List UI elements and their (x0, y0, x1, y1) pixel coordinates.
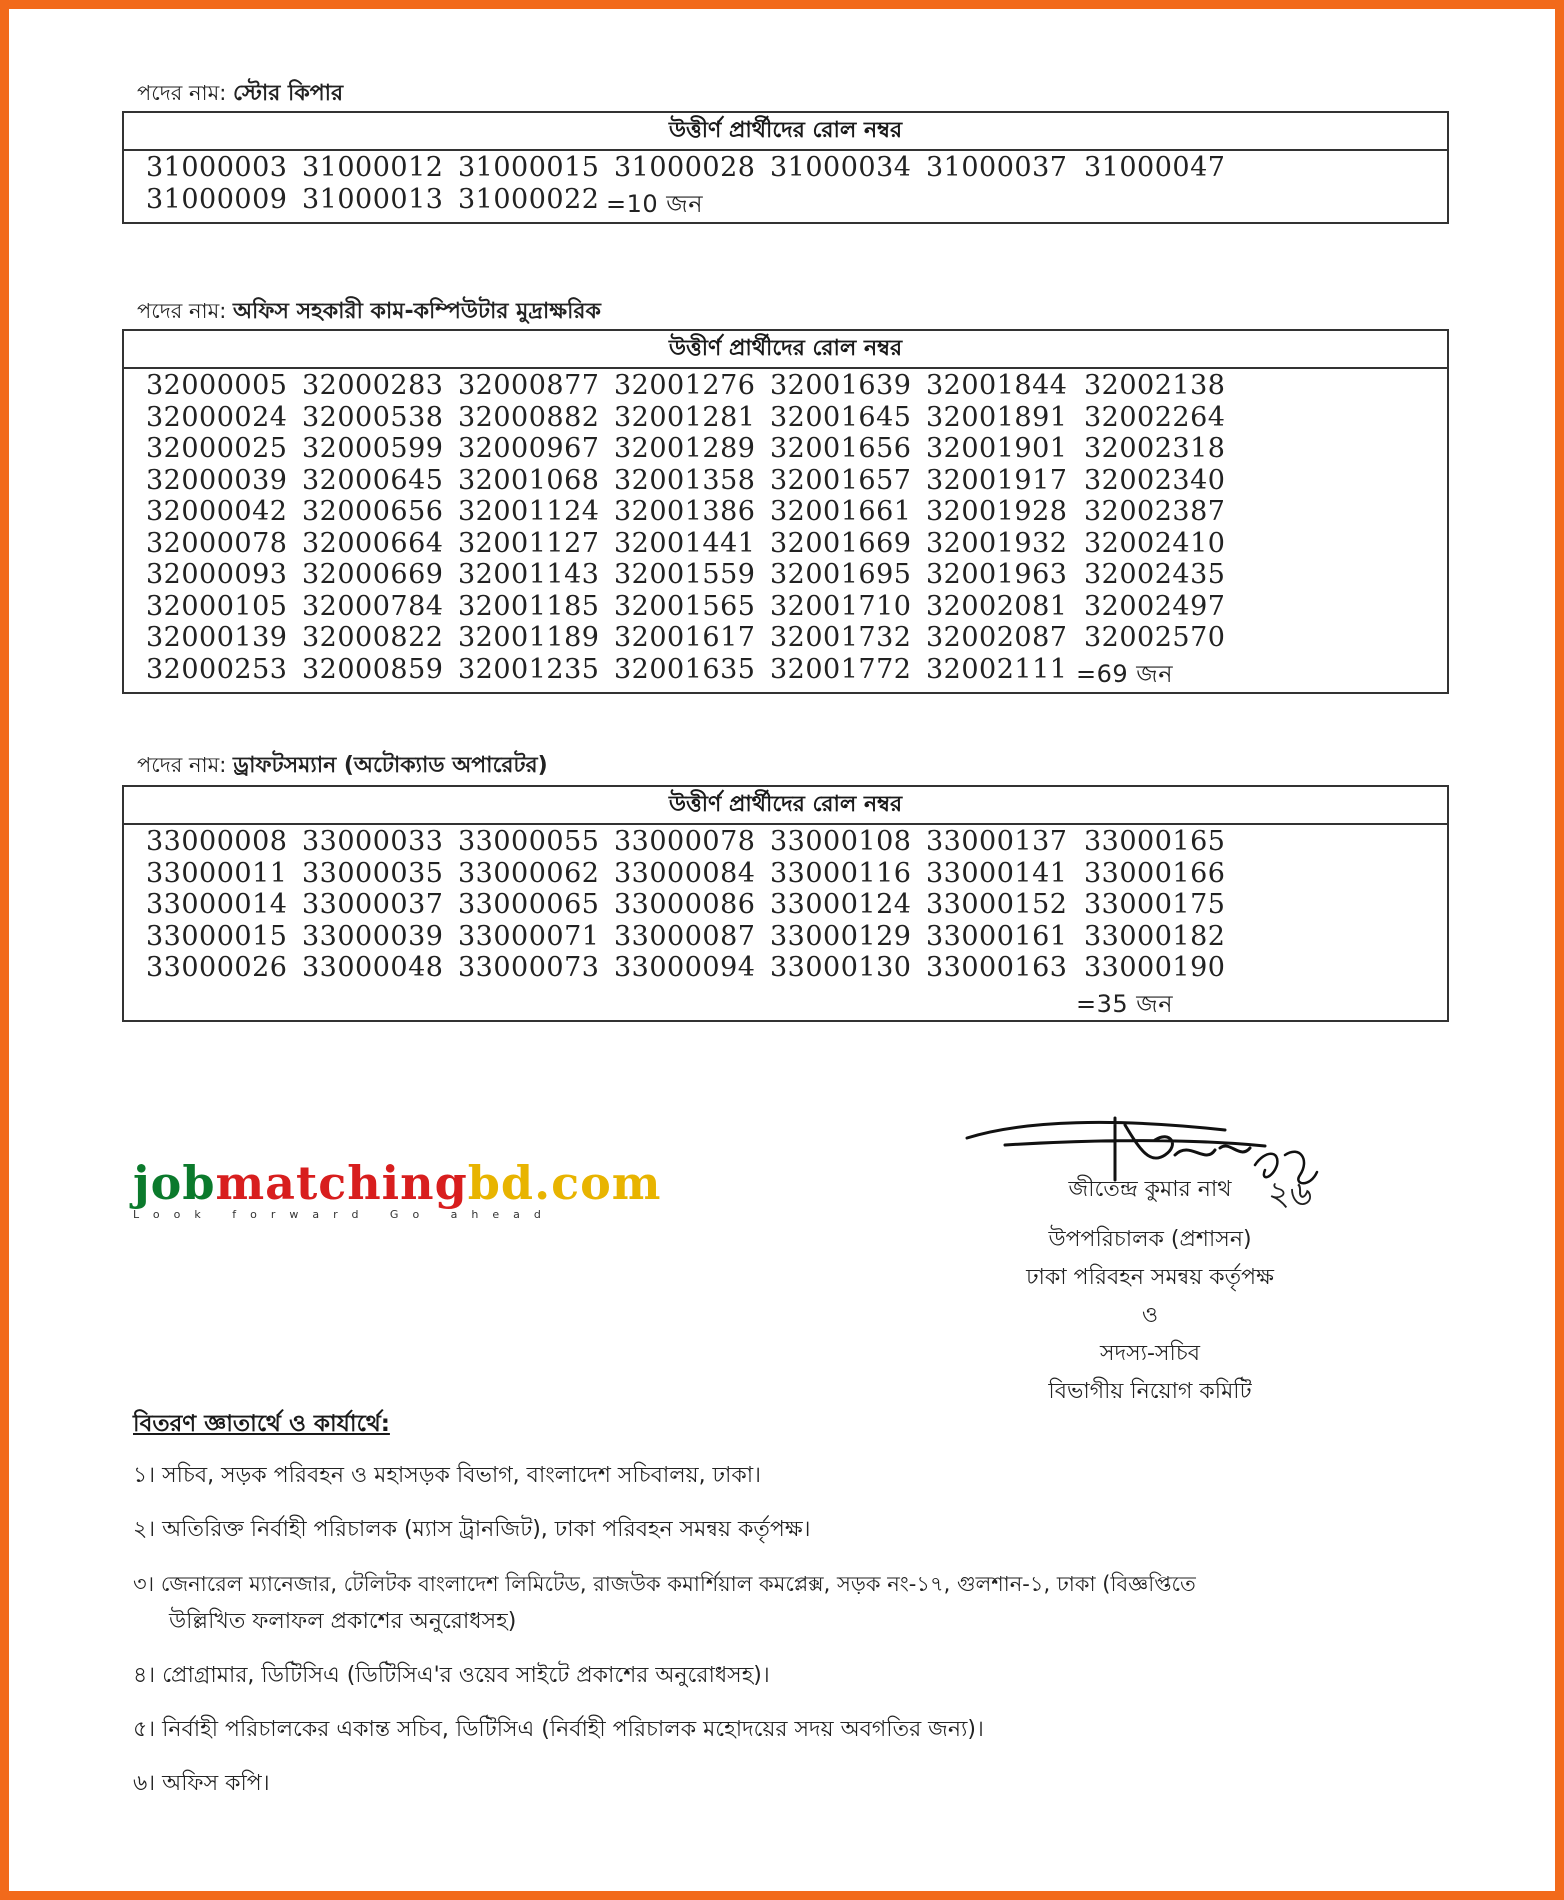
roll-number: 33000165 (1084, 826, 1226, 857)
roll-number: 31000022 (458, 183, 600, 215)
roll-grid (124, 151, 1447, 226)
roll-number: 33000116 (770, 857, 912, 889)
roll-number: 32001143 (458, 559, 600, 590)
roll-table-store-keeper (122, 111, 1449, 224)
roll-number: 32002111 (926, 653, 1068, 685)
roll-number: 31000003 (146, 152, 288, 183)
roll-number: 32002138 (1084, 370, 1226, 401)
distribution-item: ৬। অফিস কপি। (133, 1771, 270, 1796)
roll-number: 33000065 (458, 889, 600, 920)
roll-number: 33000129 (770, 920, 912, 952)
roll-number: 33000073 (458, 952, 600, 983)
roll-number: 33000014 (146, 889, 288, 920)
distribution-item: ৩। জেনারেল ম্যানেজার, টেলিটক বাংলাদেশ লিমিটেড, রাজউক কমার্শিয়াল কমপ্লেক্স, সড়ক নং-১৭, গুলশান-১, ঢাকা (বিজ্ঞপ্তিতে (133, 1572, 1196, 1596)
roll-number: 32000283 (302, 370, 444, 401)
table-header: উত্তীর্ণ প্রার্থীদের রোল নম্বর (124, 113, 1447, 151)
distribution-item: ৫। নির্বাহী পরিচালকের একান্ত সচিব, ডিটিসিএ (নির্বাহী পরিচালক মহোদয়ের সদয় অবগতির জন্য)। (133, 1717, 984, 1742)
roll-number: 32000105 (146, 590, 288, 622)
roll-number: 33000166 (1084, 857, 1226, 889)
roll-grid (124, 825, 1447, 1024)
jobmatchingbd-logo (133, 1156, 662, 1221)
table-header: উত্তীর্ণ প্রার্থীদের রোল নম্বর (124, 787, 1447, 825)
roll-number: 32001189 (458, 622, 600, 653)
roll-number: 32001656 (770, 433, 912, 464)
roll-number: 33000084 (614, 857, 756, 889)
roll-number: 33000152 (926, 889, 1068, 920)
roll-number: 32001932 (926, 527, 1068, 559)
distribution-item: ৪। প্রোগ্রামার, ডিটিসিএ (ডিটিসিএ'র ওয়েব সাইটে প্রকাশের অনুরোধসহ)। (133, 1663, 770, 1688)
roll-number: 32001281 (614, 401, 756, 433)
roll-number: 31000012 (302, 152, 444, 183)
roll-number: 32000093 (146, 559, 288, 590)
logo-part-domain: bd.com (467, 1156, 662, 1210)
signer-office: ঢাকা পরিবহন সমন্বয় কর্তৃপক্ষ (1026, 1265, 1274, 1290)
roll-number: 32001358 (614, 464, 756, 496)
roll-number: 33000039 (302, 920, 444, 952)
roll-number: 33000190 (1084, 952, 1226, 983)
roll-number: 32001386 (614, 496, 756, 527)
roll-number: 32000645 (302, 464, 444, 496)
roll-number: 33000033 (302, 826, 444, 857)
roll-number: 32000882 (458, 401, 600, 433)
roll-number: 32000042 (146, 496, 288, 527)
roll-number: 32001844 (926, 370, 1068, 401)
roll-number: 32000039 (146, 464, 288, 496)
roll-number: 32001669 (770, 527, 912, 559)
roll-number: 32002410 (1084, 527, 1226, 559)
roll-number: 32001617 (614, 622, 756, 653)
roll-number: 33000062 (458, 857, 600, 889)
roll-number: 32001127 (458, 527, 600, 559)
roll-number: 32002087 (926, 622, 1068, 653)
roll-number: 31000009 (146, 183, 288, 215)
roll-number: 32001635 (614, 653, 756, 685)
roll-number: 32002340 (1084, 464, 1226, 496)
roll-number: 32001772 (770, 653, 912, 685)
roll-number: 33000037 (302, 889, 444, 920)
roll-number: 33000182 (1084, 920, 1226, 952)
roll-number: 32001657 (770, 464, 912, 496)
roll-number: 32001901 (926, 433, 1068, 464)
roll-number: 33000078 (614, 826, 756, 857)
roll-number: 32001565 (614, 590, 756, 622)
roll-number: 33000008 (146, 826, 288, 857)
roll-number: 32001124 (458, 496, 600, 527)
post-name: স্টোর কিপার (233, 81, 344, 106)
roll-number: 32001891 (926, 401, 1068, 433)
roll-number: 32001559 (614, 559, 756, 590)
roll-number: 32001710 (770, 590, 912, 622)
roll-number: 33000163 (926, 952, 1068, 983)
roll-number: 32001068 (458, 464, 600, 496)
roll-number: 33000071 (458, 920, 600, 952)
roll-number: 31000015 (458, 152, 600, 183)
roll-table-office-assistant (122, 329, 1449, 694)
roll-number: 32001441 (614, 527, 756, 559)
roll-number: 32002387 (1084, 496, 1226, 527)
roll-number: 31000047 (1084, 152, 1226, 183)
roll-number: 32000822 (302, 622, 444, 653)
roll-number: 33000086 (614, 889, 756, 920)
distribution-title: বিতরণ জ্ঞাতার্থে ও কার্যার্থে: (133, 1411, 390, 1437)
logo-tagline: Look forward Go ahead (133, 1208, 555, 1221)
roll-number: 32000078 (146, 527, 288, 559)
label-prefix: পদের নাম: (137, 81, 227, 105)
post-name: ড্রাফটসম্যান (অটোক্যাড অপারেটর) (233, 753, 548, 778)
roll-number: 33000011 (146, 857, 288, 889)
roll-number: 32000859 (302, 653, 444, 685)
roll-number: 32000664 (302, 527, 444, 559)
roll-number: 32001963 (926, 559, 1068, 590)
roll-number: 32002264 (1084, 401, 1226, 433)
roll-number: 33000094 (614, 952, 756, 983)
roll-table-draftsman (122, 785, 1449, 1022)
roll-number: 33000048 (302, 952, 444, 983)
signer-role: সদস্য-সচিব (1100, 1341, 1200, 1366)
roll-number: 32001917 (926, 464, 1068, 496)
candidate-count: =35 জন (1076, 989, 1174, 1018)
signer-designation: উপপরিচালক (প্রশাসন) (1048, 1227, 1252, 1252)
roll-number: 32001185 (458, 590, 600, 622)
roll-number: 32000253 (146, 653, 288, 685)
roll-number: 33000124 (770, 889, 912, 920)
post-name-label-3 (137, 748, 548, 785)
post-name-label-2 (137, 294, 601, 331)
roll-number: 33000108 (770, 826, 912, 857)
roll-number: 32001732 (770, 622, 912, 653)
roll-number: 33000087 (614, 920, 756, 952)
roll-number: 32000656 (302, 496, 444, 527)
roll-number: 32000139 (146, 622, 288, 653)
roll-number: 32002497 (1084, 590, 1226, 622)
roll-number: 33000130 (770, 952, 912, 983)
distribution-item: ১। সচিব, সড়ক পরিবহন ও মহাসড়ক বিভাগ, বাংলাদেশ সচিবালয়, ঢাকা। (133, 1463, 762, 1488)
roll-number: 31000034 (770, 152, 912, 183)
roll-number: 32002081 (926, 590, 1068, 622)
roll-number: 32001276 (614, 370, 756, 401)
roll-number: 33000175 (1084, 889, 1226, 920)
roll-number: 33000137 (926, 826, 1068, 857)
signer-conjunction: ও (1141, 1303, 1159, 1328)
roll-number: 33000161 (926, 920, 1068, 952)
distribution-item-continued: উল্লিখিত ফলাফল প্রকাশের অনুরোধসহ) (169, 1609, 517, 1634)
roll-number: 32000877 (458, 370, 600, 401)
roll-number: 32001289 (614, 433, 756, 464)
label-prefix: পদের নাম: (137, 753, 227, 777)
candidate-count: =10 জন (606, 189, 704, 218)
roll-number: 33000015 (146, 920, 288, 952)
roll-number: 32000784 (302, 590, 444, 622)
roll-grid (124, 369, 1447, 696)
roll-number: 32001645 (770, 401, 912, 433)
roll-number: 32001639 (770, 370, 912, 401)
roll-number: 32001661 (770, 496, 912, 527)
roll-number: 31000037 (926, 152, 1068, 183)
roll-number: 31000028 (614, 152, 756, 183)
roll-number: 32002435 (1084, 559, 1226, 590)
candidate-count: =69 জন (1076, 659, 1174, 688)
signer-committee: বিভাগীয় নিয়োগ কমিটি (1048, 1379, 1252, 1404)
label-prefix: পদের নাম: (137, 299, 227, 323)
roll-number: 32001695 (770, 559, 912, 590)
roll-number: 33000026 (146, 952, 288, 983)
roll-number: 32002570 (1084, 622, 1226, 653)
roll-number: 32000599 (302, 433, 444, 464)
logo-part-matching: matching (215, 1156, 468, 1210)
signer-name: জীতেন্দ্র কুমার নাথ (1068, 1177, 1232, 1202)
logo-text (133, 1156, 662, 1210)
post-name: অফিস সহকারী কাম-কম্পিউটার মুদ্রাক্ষরিক (233, 299, 601, 324)
table-header: উত্তীর্ণ প্রার্থীদের রোল নম্বর (124, 331, 1447, 369)
roll-number: 32001928 (926, 496, 1068, 527)
roll-number: 33000035 (302, 857, 444, 889)
roll-number: 32000538 (302, 401, 444, 433)
roll-number: 32000024 (146, 401, 288, 433)
roll-number: 32001235 (458, 653, 600, 685)
roll-number: 32000669 (302, 559, 444, 590)
roll-number: 32000967 (458, 433, 600, 464)
distribution-item: ২। অতিরিক্ত নির্বাহী পরিচালক (ম্যাস ট্রানজিট), ঢাকা পরিবহন সমন্বয় কর্তৃপক্ষ। (133, 1517, 811, 1542)
roll-number: 33000055 (458, 826, 600, 857)
logo-part-job: job (133, 1156, 216, 1210)
roll-number: 32002318 (1084, 433, 1226, 464)
roll-number: 32000025 (146, 433, 288, 464)
roll-number: 33000141 (926, 857, 1068, 889)
roll-number: 31000013 (302, 183, 444, 215)
post-name-label-1 (137, 76, 343, 113)
roll-number: 32000005 (146, 370, 288, 401)
signature-date: ২৬ (1267, 1174, 1313, 1214)
